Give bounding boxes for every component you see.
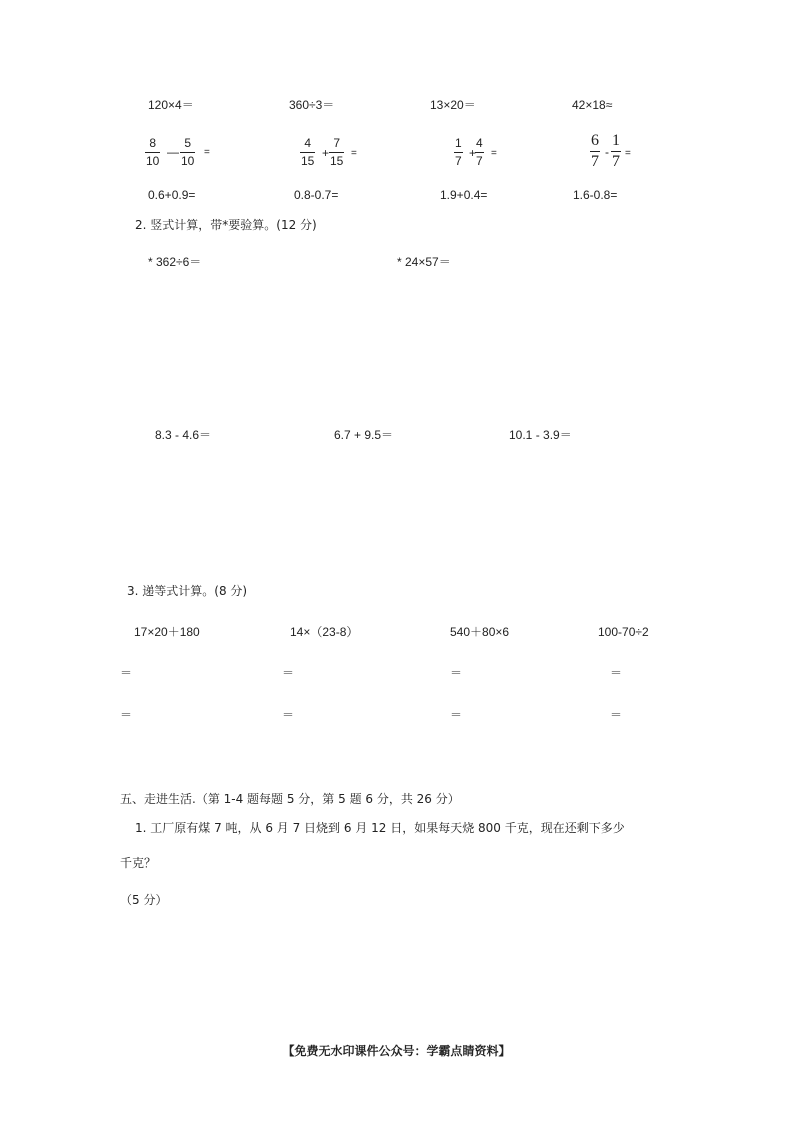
equals: = (491, 148, 497, 159)
equals-sign: ＝ (610, 666, 623, 680)
calc-item: * 362÷6＝ (148, 255, 202, 269)
equals-sign: ＝ (282, 708, 295, 722)
calc-item: 13×20＝ (430, 98, 476, 112)
calc-item: * 24×57＝ (397, 255, 451, 269)
fraction: $\frac{6}{7}$ (591, 132, 599, 170)
equals: = (625, 148, 631, 159)
equals-sign: ＝ (120, 666, 133, 680)
equals-sign: ＝ (282, 666, 295, 680)
section-5-title: 五、走进生活.（第 1-4 题每题 5 分，第 5 题 6 分，共 26 分） (120, 792, 460, 806)
calc-item: 120×4＝ (148, 98, 194, 112)
expression: 540＋80×6 (450, 625, 510, 639)
fraction: $\frac{5}{10}$ (181, 136, 195, 168)
expression: 17×20＋180 (134, 625, 200, 639)
operator: + (469, 146, 477, 160)
calc-item: 6.7 + 9.5＝ (334, 428, 394, 442)
fraction: $\frac{4}{7}$ (476, 136, 483, 168)
footer-note: 【免费无水印课件公众号：学霸点睛资料】 (282, 1044, 511, 1058)
equals-sign: ＝ (450, 666, 463, 680)
expression: 100-70÷2 (598, 625, 649, 639)
question-1: 1. 工厂原有煤 7 吨，从 6 月 7 日烧到 6 月 12 日，如果每天烧 800 千克，现在还剩下多少 (135, 821, 625, 835)
equals: = (351, 148, 357, 159)
equals-sign: ＝ (120, 708, 133, 722)
expression: 14×（23-8） (290, 625, 359, 639)
question-1-points: （5 分） (120, 893, 168, 907)
operator: - (605, 145, 609, 159)
equals-sign: ＝ (610, 708, 623, 722)
fraction: $\frac{1}{7}$ (455, 136, 462, 168)
calc-item: 8.3 - 4.6＝ (155, 428, 212, 442)
operator: — (167, 145, 179, 159)
fraction: $\frac{1}{7}$ (612, 132, 620, 170)
calc-item: 360÷3＝ (289, 98, 335, 112)
calc-item: 1.9+0.4= (440, 188, 488, 202)
equals-sign: ＝ (450, 708, 463, 722)
calc-item: 0.6+0.9= (148, 188, 196, 202)
calc-item: 10.1 - 3.9＝ (509, 428, 572, 442)
section-3-title: 3. 递等式计算。(8 分) (127, 584, 248, 598)
section-2-title: 2. 竖式计算，带*要验算。(12 分) (135, 218, 317, 232)
fraction: $\frac{8}{10}$ (146, 136, 160, 168)
fraction: $\frac{4}{15}$ (301, 136, 315, 168)
equals: = (204, 147, 210, 158)
question-1-cont: 千克？ (120, 856, 157, 870)
calc-item: 0.8-0.7= (294, 188, 339, 202)
operator: + (322, 146, 330, 160)
fraction: $\frac{7}{15}$ (330, 136, 344, 168)
calc-item: 1.6-0.8= (573, 188, 618, 202)
calc-item: 42×18≈ (572, 98, 613, 112)
